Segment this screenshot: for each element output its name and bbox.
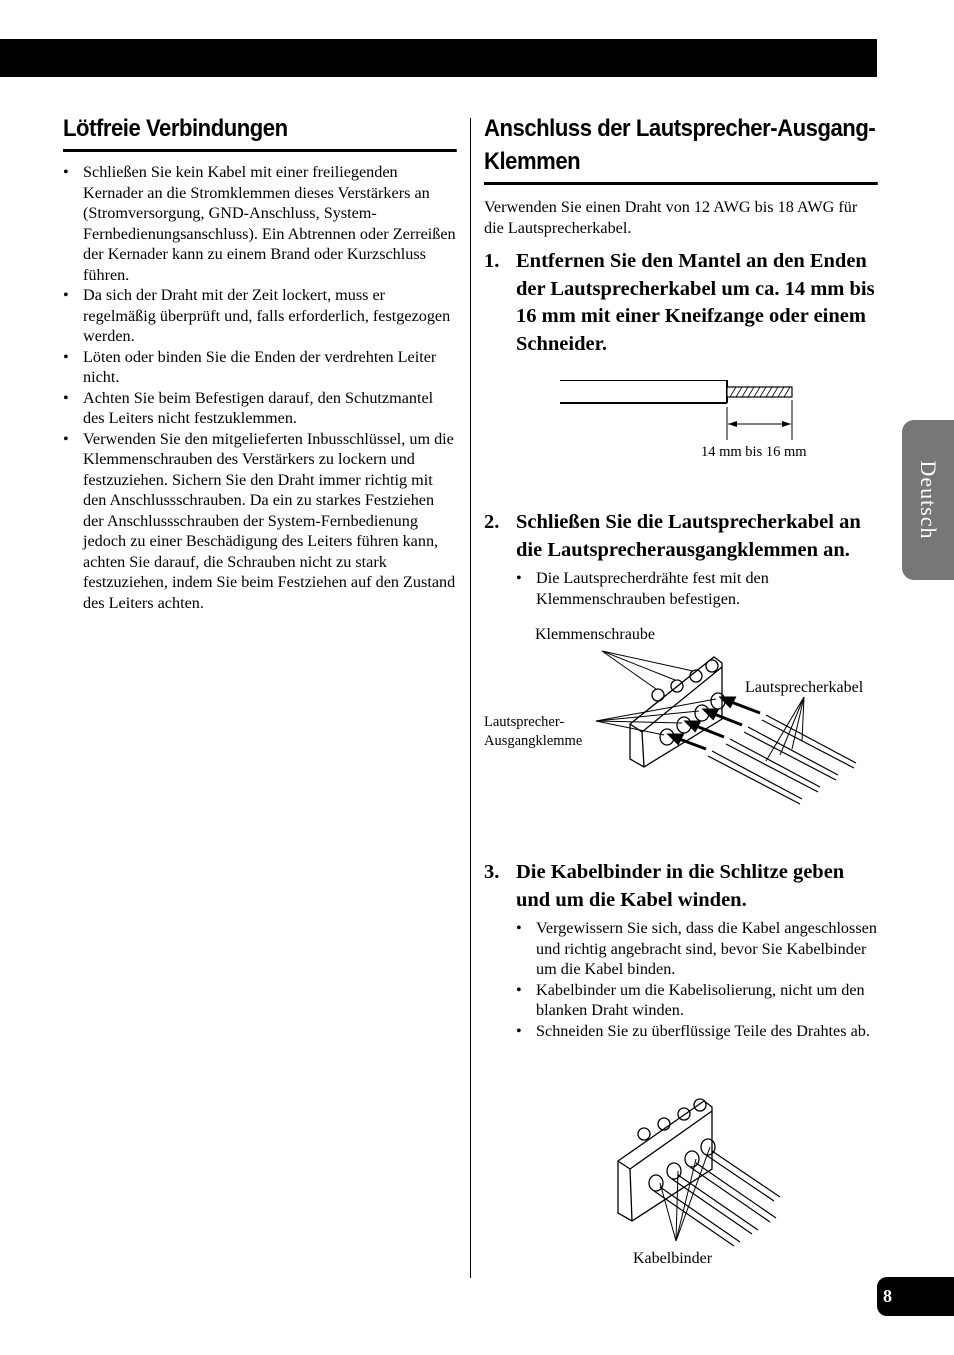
step-number: 2. xyxy=(484,511,500,533)
step-text: Entfernen Sie den Mantel an den Enden der Lautsprecherkabel um ca. 14 mm bis 16 mm mit einer Kneifzange oder einem Schneider. xyxy=(516,250,875,355)
strip-length-label: 14 mm bis 16 mm xyxy=(701,444,807,460)
label-terminal-screw: Klemmenschraube xyxy=(535,626,655,643)
step-text: Die Kabelbinder in die Schlitze geben und um die Kabel winden. xyxy=(516,861,845,911)
language-tab-label: Deutsch xyxy=(916,460,941,540)
page-number: 8 xyxy=(877,1277,954,1316)
figure-terminal-connection xyxy=(484,609,878,849)
step-2-bullets xyxy=(484,568,878,609)
list-item: • Die Lautsprecherdrähte fest mit den Klemmenschrauben befestigen. xyxy=(484,568,878,609)
section-title-anschluss: Anschluss der Lautsprecher-Ausgang-Klemmen xyxy=(484,112,878,185)
step-2 xyxy=(484,509,878,564)
step-1 xyxy=(484,248,878,358)
cable-tie-illustration xyxy=(484,1071,878,1261)
label-output-terminal-2: Ausgangklemme xyxy=(484,733,583,749)
label-output-terminal-1: Lautsprecher- xyxy=(484,714,565,730)
step-3-bullets xyxy=(484,918,878,1041)
list-item: • Vergewissern Sie sich, dass die Kabel angeschlossen und richtig angebracht sind, bevor Sie Kabelbinder um die Kabel binden. xyxy=(484,918,878,980)
list-item: • Löten oder binden Sie die Enden der verdrehten Leiter nicht. xyxy=(63,347,457,388)
label-cable-tie: Kabelbinder xyxy=(633,1250,713,1267)
list-item: • Verwenden Sie den mitgelieferten Inbusschlüssel, um die Klemmenschrauben des Verstärkers zu lockern und festzuziehen. Sichern Sie den Draht immer richtig mit den Anschlussschrauben. Da ein zu starkes Festziehen der Anschlussschrauben der System-Fernbedienung jedoch zu einer Beschädigung des Leiters führen kann, achten Sie darauf, die Schrauben nicht zu stark festzuziehen, indem Sie beim Festziehen auf den Zustand des Leiters achten. xyxy=(63,429,457,614)
language-tab xyxy=(902,420,954,580)
list-item: • Schneiden Sie zu überflüssige Teile des Drahtes ab. xyxy=(484,1021,878,1042)
step-number: 3. xyxy=(484,861,500,883)
step-number: 1. xyxy=(484,250,500,272)
terminal-illustration xyxy=(484,609,878,849)
step-text: Schließen Sie die Lautsprecherkabel an die Lautsprecherausgangklemmen an. xyxy=(516,511,861,561)
figure-cable-ties xyxy=(484,1041,878,1271)
left-column xyxy=(63,112,457,613)
figure-stripped-wire xyxy=(484,358,878,490)
right-column xyxy=(484,112,878,1271)
step-3 xyxy=(484,859,878,914)
list-item: • Kabelbinder um die Kabelisolierung, nicht um den blanken Draht winden. xyxy=(484,980,878,1021)
intro-text: Verwenden Sie einen Draht von 12 AWG bis 18 AWG für die Lautsprecherkabel. xyxy=(484,198,858,237)
list-item: • Schließen Sie kein Kabel mit einer freiliegenden Kernader an die Stromklemmen dieses Verstärkers an (Stromversorgung, GND-Anschluss, System-Fernbedienungsanschluss). Ein Abtrennen oder Zerreißen der Kernader kann zu einem Brand oder Kurzschluss führen. xyxy=(63,162,457,285)
left-bullet-list xyxy=(63,162,457,613)
stripped-wire-illustration xyxy=(484,380,878,490)
list-item: • Da sich der Draht mit der Zeit lockert, muss er regelmäßig überprüft und, falls erforderlich, festgezogen werden. xyxy=(63,285,457,347)
list-item: • Achten Sie beim Befestigen darauf, den Schutzmantel des Leiters nicht festzuklemmen. xyxy=(63,388,457,429)
label-speaker-cable: Lautsprecherkabel xyxy=(745,679,864,696)
header-bar xyxy=(0,39,877,77)
column-divider xyxy=(470,118,471,1278)
section-title-loetfreie: Lötfreie Verbindungen xyxy=(63,112,457,152)
